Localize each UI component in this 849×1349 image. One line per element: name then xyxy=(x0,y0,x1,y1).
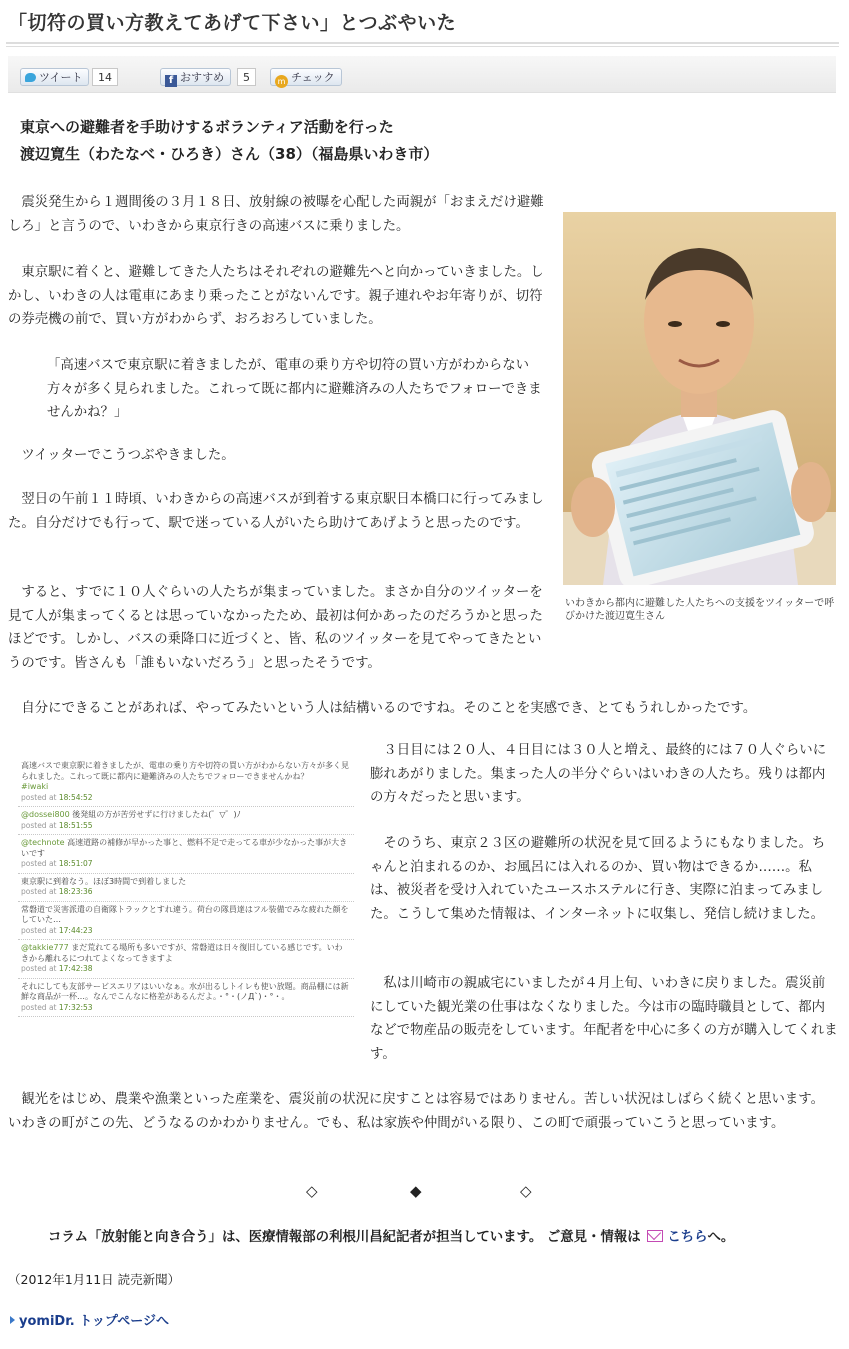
tweet-text: 高速バスで東京駅に着きましたが、電車の乗り方や切符の買い方がわからない方々が多く見られました。これって既に都内に避難済みの人たちでフォローできませんかね？ xyxy=(21,761,349,781)
article-subheading xyxy=(20,114,438,168)
paragraph-1: 震災発生から１週間後の３月１８日、放射線の被曝を心配した両親が「おまえだけ避難しろ」と言うので、いわきから東京行きの高速バスに乗りました。 xyxy=(8,195,544,234)
tweet-entry xyxy=(18,835,354,874)
tweet-entry xyxy=(18,979,354,1018)
tweet-entry xyxy=(18,807,354,835)
tweet-time: 18:51:07 xyxy=(58,859,93,868)
tweet-posted-label: posted at xyxy=(21,1002,57,1012)
arrow-right-icon xyxy=(10,1316,15,1324)
notice-tail: へ。 xyxy=(707,1230,735,1245)
tweet-time: 18:23:36 xyxy=(58,887,93,896)
tweet-user: @technote xyxy=(21,838,65,847)
tweet-time: 17:32:53 xyxy=(58,1002,93,1012)
tweet-quote: 「高速バスで東京駅に着きましたが、電車の乗り方や切符の買い方がわからない方々が多く見られました。これって既に都内に避難済みの人たちでフォローできませんかね？」 xyxy=(47,358,542,420)
tweet-posted-label: posted at xyxy=(21,887,57,896)
tweet-posted-label: posted at xyxy=(21,925,57,935)
tweet-posted-label: posted at xyxy=(21,792,57,802)
tweet-posted-label: posted at xyxy=(21,859,57,868)
photo-caption: いわきから都内に避難した人たちへの支援をツイッターで呼びかけた渡辺寛生さん xyxy=(565,598,835,622)
interviewee-photo xyxy=(563,212,836,585)
tweet-user: @takkie777 xyxy=(21,943,69,952)
title-divider xyxy=(6,42,839,47)
tweet-text: まだ荒れてる場所も多いですが、常磐道は日々復旧している感じです。いわきから離れるにつれてよくなってきますよ xyxy=(21,943,343,963)
section-divider-mark: ◇ xyxy=(306,1182,318,1200)
facebook-recommend-button[interactable] xyxy=(160,68,231,86)
tweet-label: ツイート xyxy=(39,71,83,84)
share-bar xyxy=(8,56,836,93)
tweet-entry xyxy=(18,874,354,902)
tweet-time: 17:44:23 xyxy=(58,925,93,935)
tweet-user: @dossei800 xyxy=(21,810,70,819)
tweet-entry xyxy=(18,902,354,941)
paragraph-7: ３日目には２０人、４日目には３０人と増え、最終的には７０人ぐらいに膨れあがりました。集まった人の半分ぐらいはいわきの人たち。残りは都内の方々だったと思います。 xyxy=(370,743,827,805)
mixi-icon: m xyxy=(275,75,288,88)
mixi-label: チェック xyxy=(291,71,335,84)
tweet-button[interactable] xyxy=(20,68,89,86)
paragraph-10: 観光をはじめ、農業や漁業といった産業を、震災前の状況に戻すことは容易ではありません。苦しい状況はしばらく続くと思います。いわきの町がこの先、どうなるのかわかりません。でも、私は家族や仲間がいる限り、この町で頑張っていこうと思っています。 xyxy=(8,1092,825,1131)
notice-text: コラム「放射能と向き合う」は、医療情報部の利根川昌紀記者が担当しています。 ご意見・情報は xyxy=(48,1230,641,1245)
tweet-log-image xyxy=(18,758,354,1017)
tweet-text: 後発組の方が苦労せずに行けましたね(゜▽゜)ﾉ xyxy=(69,810,241,819)
tweet-entry xyxy=(18,758,354,807)
tweet-hashtag: #iwaki xyxy=(21,782,49,791)
tweet-count: 14 xyxy=(92,68,118,86)
subhead-line-2: 渡辺寛生（わたなべ・ひろき）さん（38）（福島県いわき市） xyxy=(20,145,439,163)
column-notice xyxy=(48,1226,734,1245)
tweet-text: 高速道路の補修が早かった事と、燃料不足で走ってる車が少なかった事が大きいです xyxy=(21,838,348,858)
subhead-line-1: 東京への避難者を手助けするボランティア活動を行った xyxy=(20,118,394,136)
facebook-count: 5 xyxy=(237,68,256,86)
section-divider-mark: ◇ xyxy=(520,1182,532,1200)
paragraph-9: 私は川崎市の親戚宅にいましたが４月上旬、いわきに戻りました。震災前にしていた観光業の仕事はなくなりました。今は市の臨時職員として、都内などで物産品の販売をしています。年配者を中心に多くの方が購入してくれます。 xyxy=(370,976,838,1062)
facebook-icon: f xyxy=(165,75,177,87)
tweet-time: 18:51:55 xyxy=(58,820,93,830)
top-page-link[interactable] xyxy=(10,1310,169,1329)
section-divider-mark: ◆ xyxy=(410,1182,422,1200)
paragraph-5: すると、すでに１０人ぐらいの人たちが集まっていました。まさか自分のツイッターを見て人が集まってくるとは思っていなかったため、最初は何かあったのだろうかと思ったほどです。しかし、バスの乗降口に近づくと、皆、私のツイッターを見てやってきたというのです。皆さんも「誰もいないだろう」と思ったそうです。 xyxy=(8,585,543,671)
mail-icon[interactable] xyxy=(647,1230,663,1242)
tweet-time: 17:42:38 xyxy=(58,964,93,973)
paragraph-6: 自分にできることがあれば、やってみたいという人は結構いるのですね。そのことを実感でき、とてもうれしかったです。 xyxy=(21,701,757,716)
tweet-posted-label: posted at xyxy=(21,964,57,973)
contact-link[interactable]: こちら xyxy=(667,1230,708,1245)
page-title: 「切符の買い方教えてあげて下さい」とつぶやいた xyxy=(8,12,457,34)
tweet-time: 18:54:52 xyxy=(58,792,93,802)
tweet-text: それにしても友部サービスエリアはいいなぁ。水が出るしトイレも使い放題。商品棚には新鮮な商品が一杯…。なんでこんなに格差があるんだよ。・°・(ノД`)・°・。 xyxy=(21,981,349,1001)
paragraph-2: 東京駅に着くと、避難してきた人たちはそれぞれの避難先へと向かっていきました。しかし、いわきの人は電車にあまり乗ったことがないんです。親子連れやお年寄りが、切符の券売機の前で、買い方がわからず、おろおろしていました。 xyxy=(8,265,544,327)
source-credit: （2012年1月11日 読売新聞） xyxy=(8,1272,181,1287)
paragraph-4: 翌日の午前１１時頃、いわきからの高速バスが到着する東京駅日本橋口に行ってみました。自分だけでも行って、駅で迷っている人がいたら助けてあげようと思ったのです。 xyxy=(8,492,544,531)
paragraph-3: ツイッターでこうつぶやきました。 xyxy=(21,448,235,463)
twitter-bird-icon xyxy=(25,73,36,82)
paragraph-8: そのうち、東京２３区の避難所の状況を見て回るようにもなりました。ちゃんと泊まれるのか、お風呂には入れるのか、買い物はできるか……。私は、被災者を受け入れていたユースホステルに行き、実際に泊まってみました。こうして集めた情報は、インターネットに収集し、発信し続けました。 xyxy=(370,836,826,922)
tweet-text: 東京駅に到着なう。ほぼ3時間で到着しました xyxy=(21,876,187,886)
mixi-check-button[interactable] xyxy=(270,68,342,86)
tweet-entry xyxy=(18,940,354,979)
tweet-text: 常磐道で災害派遣の自衛隊トラックとすれ違う。荷台の隊員達はフル装備でみな疲れた顔をしていた… xyxy=(21,904,349,924)
facebook-label: おすすめ xyxy=(180,71,225,84)
top-page-link-label[interactable]: yomiDr. トップページへ xyxy=(19,1314,170,1329)
tweet-posted-label: posted at xyxy=(21,820,57,830)
